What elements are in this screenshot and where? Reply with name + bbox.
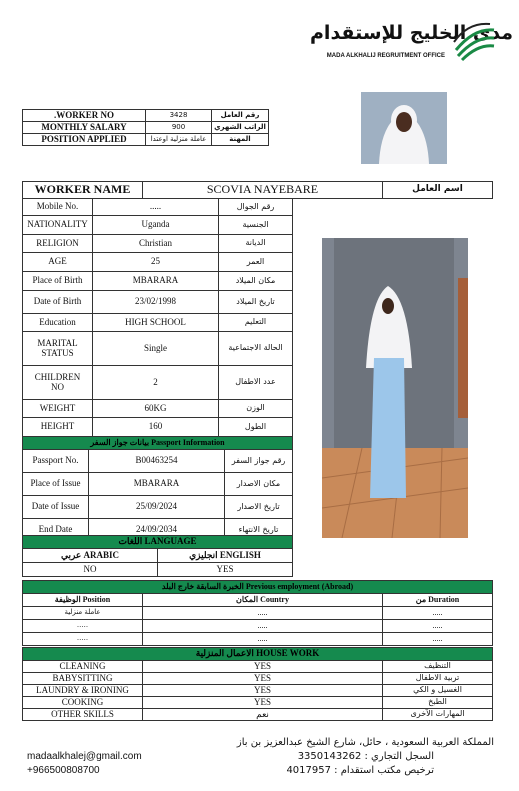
employment-position: ..... <box>23 620 143 633</box>
language-table <box>22 535 293 577</box>
brand-logo-icon <box>450 20 498 64</box>
detail-value: Uganda <box>93 216 219 235</box>
language-arabic-label: عربي ARABIC <box>23 549 158 563</box>
house-work-header: الاعمال المنزلية HOUSE WORK <box>23 648 493 661</box>
language-arabic-value: NO <box>23 563 158 577</box>
detail-label-en: Place of Birth <box>23 272 93 291</box>
top-info-value: عاملة منزلية اوعتدا <box>146 134 212 146</box>
detail-label-ar: مكان الميلاد <box>219 272 293 291</box>
detail-value: 2 <box>93 366 219 400</box>
top-info-table <box>22 109 269 146</box>
footer-address: المملكة العربية السعودية ، حائل، شارع الشيخ عبدالعزيز بن باز <box>236 737 494 748</box>
house-work-row <box>23 709 493 721</box>
top-info-row <box>23 122 269 134</box>
detail-label-ar: رقم الجوال <box>219 199 293 216</box>
detail-label-ar: التعليم <box>219 314 293 332</box>
detail-value: Christian <box>93 235 219 253</box>
detail-label-en: CHILDREN NO <box>23 366 93 400</box>
detail-row <box>23 253 293 272</box>
employment-country: ..... <box>143 607 383 620</box>
detail-label-en: WEIGHT <box>23 400 93 418</box>
employment-country: ..... <box>143 620 383 633</box>
detail-label-en: MARITAL STATUS <box>23 332 93 366</box>
passport-value: B00463254 <box>89 450 225 473</box>
brand-block <box>310 20 514 68</box>
passport-label-en: Passport No. <box>23 450 89 473</box>
house-work-value: نعم <box>143 709 383 721</box>
detail-label-ar: تاريخ الميلاد <box>219 291 293 314</box>
passport-value: 25/09/2024 <box>89 496 225 519</box>
detail-label-ar: الطول <box>219 418 293 437</box>
top-info-label-en: MONTHLY SALARY <box>23 122 146 134</box>
detail-value: Single <box>93 332 219 366</box>
detail-label-ar: العمر <box>219 253 293 272</box>
house-work-value: YES <box>143 697 383 709</box>
footer-contact <box>27 750 142 778</box>
detail-value: 60KG <box>93 400 219 418</box>
employment-position: ..... <box>23 633 143 646</box>
house-work-label-ar: الغسيل و الكي <box>383 685 493 697</box>
detail-label-ar: عدد الاطفال <box>219 366 293 400</box>
house-work-row <box>23 661 493 673</box>
footer-address-block <box>230 736 494 778</box>
house-work-row <box>23 697 493 709</box>
column-country: المكان Country <box>143 594 383 607</box>
top-info-label-ar: رقم العامل <box>212 110 269 122</box>
house-work-value: YES <box>143 673 383 685</box>
brand-name-en: MADA ALKHALIJ REGRUITMENT OFFICE <box>326 53 445 59</box>
passport-label-en: Date of Issue <box>23 496 89 519</box>
previous-employment-table <box>22 580 493 646</box>
top-info-label-en: .WORKER NO <box>23 110 146 122</box>
detail-row <box>23 272 293 291</box>
house-work-label-ar: المهارات الآخرى <box>383 709 493 721</box>
employment-country: ..... <box>143 633 383 646</box>
detail-row <box>23 291 293 314</box>
employment-row <box>23 620 493 633</box>
top-info-value: 900 <box>146 122 212 134</box>
passport-label-ar: تاريخ الانتهاء <box>225 519 293 542</box>
worker-name-label-en: WORKER NAME <box>23 182 143 199</box>
detail-value: ..... <box>93 199 219 216</box>
detail-label-ar: الوزن <box>219 400 293 418</box>
detail-row <box>23 418 293 437</box>
passport-label-ar: تاريخ الاصدار <box>225 496 293 519</box>
detail-value: 23/02/1998 <box>93 291 219 314</box>
passport-row <box>23 473 293 496</box>
house-work-label-en: BABYSITTING <box>23 673 143 685</box>
language-header: اللغات LANGUAGE <box>23 536 293 549</box>
previous-employment-header: الخبرة السابقة خارج البلد Previous employment (Abroad) <box>23 581 493 594</box>
passport-label-ar: رقم جواز السفر <box>225 450 293 473</box>
footer-cr: السجل التجاري : 3350143262 <box>297 751 434 762</box>
house-work-label-ar: الطبخ <box>383 697 493 709</box>
house-work-value: YES <box>143 685 383 697</box>
top-info-label-ar: الراتب الشهري <box>212 122 269 134</box>
worker-name-label-ar: اسم العامل <box>383 182 493 199</box>
detail-label-en: Education <box>23 314 93 332</box>
detail-row <box>23 216 293 235</box>
detail-value: HIGH SCHOOL <box>93 314 219 332</box>
detail-value: MBARARA <box>93 272 219 291</box>
passport-row <box>23 450 293 473</box>
detail-label-en: HEIGHT <box>23 418 93 437</box>
passport-value: 24/09/2034 <box>89 519 225 542</box>
detail-value: 25 <box>93 253 219 272</box>
footer-license: ترخيص مكتب استقدام : 4017957 <box>286 765 434 776</box>
top-info-value: 3428 <box>146 110 212 122</box>
top-info-label-en: POSITION APPLIED <box>23 134 146 146</box>
detail-label-ar: الجنسية <box>219 216 293 235</box>
passport-label-en: Place of Issue <box>23 473 89 496</box>
passport-row <box>23 496 293 519</box>
detail-label-en: NATIONALITY <box>23 216 93 235</box>
column-duration: من Duration <box>383 594 493 607</box>
passport-table <box>22 436 293 542</box>
passport-header: بيانات جواز السفر Passport Information <box>23 437 293 450</box>
employment-duration: ..... <box>383 607 493 620</box>
detail-row <box>23 314 293 332</box>
passport-label-en: End Date <box>23 519 89 542</box>
worker-name-table <box>22 181 493 199</box>
language-english-label: انجليزي ENGLISH <box>158 549 293 563</box>
detail-label-en: AGE <box>23 253 93 272</box>
detail-label-en: Date of Birth <box>23 291 93 314</box>
language-english-value: YES <box>158 563 293 577</box>
house-work-label-en: LAUNDRY & IRONING <box>23 685 143 697</box>
top-info-label-ar: المهنة <box>212 134 269 146</box>
worker-full-photo <box>322 238 468 538</box>
detail-row <box>23 199 293 216</box>
detail-label-ar: الحالة الاجتماعية <box>219 332 293 366</box>
house-work-row <box>23 673 493 685</box>
house-work-row <box>23 685 493 697</box>
top-info-row <box>23 110 269 122</box>
passport-value: MBARARA <box>89 473 225 496</box>
passport-label-ar: مكان الاصدار <box>225 473 293 496</box>
employment-position: عاملة منزلية <box>23 607 143 620</box>
column-position: الوظيفة Position <box>23 594 143 607</box>
details-table <box>22 198 293 437</box>
employment-duration: ..... <box>383 633 493 646</box>
detail-label-ar: الديانة <box>219 235 293 253</box>
house-work-label-en: CLEANING <box>23 661 143 673</box>
detail-row <box>23 332 293 366</box>
employment-duration: ..... <box>383 620 493 633</box>
top-info-row <box>23 134 269 146</box>
worker-portrait-photo <box>361 92 447 164</box>
detail-label-en: RELIGION <box>23 235 93 253</box>
house-work-label-en: OTHER SKILLS <box>23 709 143 721</box>
footer-email[interactable]: madaalkhalej@gmail.com <box>27 751 142 762</box>
detail-label-en: Mobile No. <box>23 199 93 216</box>
worker-name-value: SCOVIA NAYEBARE <box>143 182 383 199</box>
house-work-label-en: COOKING <box>23 697 143 709</box>
house-work-value: YES <box>143 661 383 673</box>
detail-row <box>23 235 293 253</box>
footer-phone[interactable]: +966500808700 <box>27 765 100 776</box>
detail-value: 160 <box>93 418 219 437</box>
employment-row <box>23 607 493 620</box>
detail-row <box>23 366 293 400</box>
employment-row <box>23 633 493 646</box>
house-work-label-ar: تربية الاطفال <box>383 673 493 685</box>
house-work-label-ar: التنظيف <box>383 661 493 673</box>
brand-name-ar: مدى الخليج للإستقدام <box>310 22 514 44</box>
house-work-table <box>22 647 493 721</box>
detail-row <box>23 400 293 418</box>
